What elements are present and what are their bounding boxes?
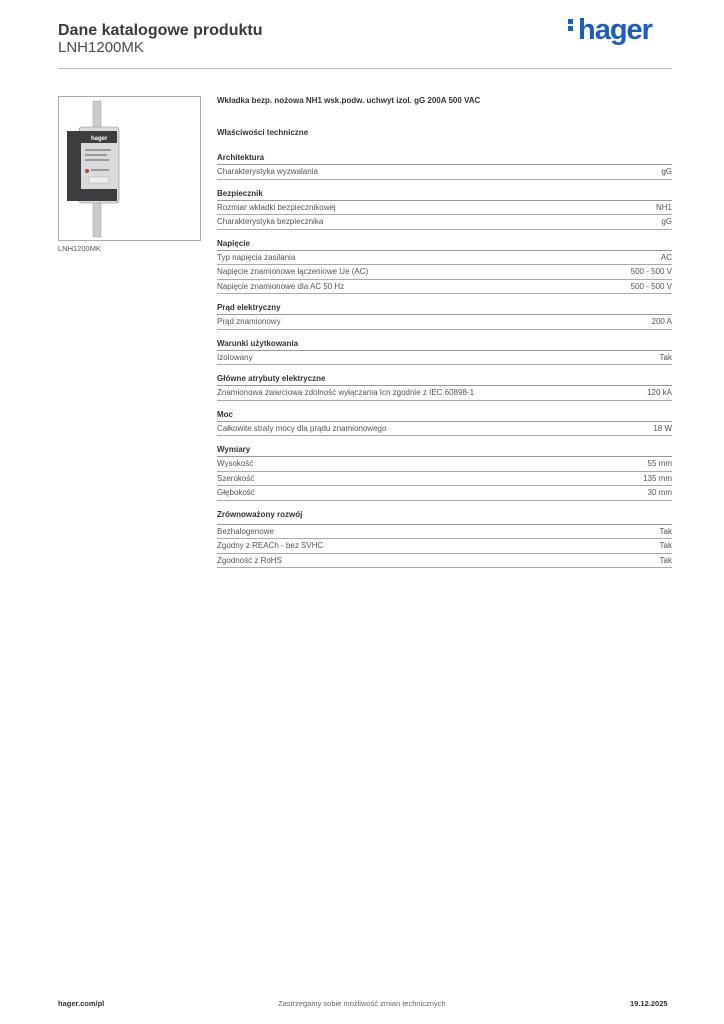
spec-value: 500 - 500 V	[630, 281, 672, 291]
header-divider	[58, 68, 672, 69]
spec-label: Wysokość	[217, 459, 254, 468]
spec-row	[217, 386, 672, 401]
spec-row	[217, 457, 672, 472]
section-rows	[217, 251, 672, 295]
spec-value: 55 mm	[647, 459, 672, 468]
section-rows	[217, 524, 672, 569]
spec-label: Charakterystyka wyzwalania	[217, 167, 318, 176]
product-description: Wkładka bezp. nożowa NH1 wsk.podw. uchwyt izol. gG 200A 500 VAC	[217, 96, 481, 105]
spec-label: Zgodność z RoHS	[217, 555, 282, 565]
spec-row	[217, 472, 672, 487]
spec-row	[217, 315, 672, 330]
spec-value: AC	[660, 252, 672, 262]
logo-text: hager	[578, 14, 652, 46]
section-title: Warunki użytkowania	[217, 338, 672, 351]
spec-section	[217, 338, 672, 366]
section-title: Architektura	[217, 152, 672, 165]
spec-value: Tak	[659, 352, 672, 362]
spec-value: gG	[661, 217, 672, 226]
spec-value: 30 mm	[647, 488, 672, 497]
spec-row	[217, 280, 672, 295]
spec-row	[217, 422, 672, 437]
spec-section	[217, 302, 672, 330]
spec-content	[217, 96, 672, 576]
spec-value: NH1	[655, 202, 672, 212]
section-rows	[217, 351, 672, 366]
spec-section	[217, 152, 672, 180]
image-caption: LNH1200MK	[58, 244, 101, 253]
hager-logo	[568, 14, 652, 47]
section-title: Bezpiecznik	[217, 188, 672, 201]
section-rows	[217, 422, 672, 437]
svg-text:hager: hager	[91, 136, 108, 142]
logo-colon-icon	[568, 17, 575, 33]
spec-label: Rozmiar wkładki bezpiecznikowej	[217, 202, 336, 212]
spec-label: Izolowany	[217, 352, 253, 362]
section-rows	[217, 201, 672, 230]
spec-value: gG	[661, 167, 672, 176]
spec-row	[217, 554, 672, 569]
section-rows	[217, 315, 672, 330]
section-title: Prąd elektryczny	[217, 302, 672, 315]
spec-row	[217, 486, 672, 501]
fuse-illustration-icon	[59, 97, 200, 240]
spec-label: Napięcie znamionowe łączeniowe Ue (AC)	[217, 267, 369, 276]
spec-sections	[217, 152, 672, 568]
spec-section	[217, 409, 672, 437]
spec-row	[217, 539, 672, 554]
section-rows	[217, 386, 672, 401]
spec-label: Prąd znamionowy	[217, 317, 281, 326]
spec-value: Tak	[659, 526, 672, 536]
spec-value: 120 kA	[647, 388, 672, 397]
section-title: Napięcie	[217, 238, 672, 251]
footer-disclaimer: Zastrzegamy sobie możliwość zmian technicznych	[278, 999, 446, 1008]
spec-value: 18 W	[653, 423, 672, 433]
spec-section	[217, 238, 672, 295]
spec-label: Szerokość	[217, 473, 255, 483]
footer-date: 19.12.2025	[630, 999, 668, 1008]
spec-row	[217, 265, 672, 280]
spec-section	[217, 509, 672, 569]
spec-section	[217, 373, 672, 401]
section-title: Wymiary	[217, 444, 672, 457]
spec-label: Całkowite straty mocy dla prądu znamionowego	[217, 423, 387, 433]
section-title: Zrównoważony rozwój	[217, 509, 303, 519]
spec-row	[217, 201, 672, 216]
spec-label: Głębokość	[217, 488, 255, 497]
spec-row	[217, 525, 672, 540]
spec-value: 200 A	[651, 317, 672, 326]
section-title: Główne atrybuty elektryczne	[217, 373, 672, 386]
document-title: Dane katalogowe produktu	[58, 22, 263, 39]
spec-label: Zgodny z REACh - bez SVHC	[217, 541, 324, 550]
product-code: LNH1200MK	[58, 39, 144, 56]
spec-value: Tak	[659, 541, 672, 550]
spec-row	[217, 165, 672, 180]
footer-website[interactable]: hager.com/pl	[58, 999, 105, 1008]
spec-label: Typ napięcia zasilania	[217, 252, 296, 262]
spec-label: Charakterystyka bezpiecznika	[217, 217, 324, 226]
spec-row	[217, 251, 672, 266]
spec-row	[217, 215, 672, 230]
spec-label: Znamionowa zwarciowa zdolność wyłączania Icn zgodnie z IEC 60898-1	[217, 388, 475, 397]
spec-section	[217, 188, 672, 230]
spec-label: Napięcie znamionowe dla AC 50 Hz	[217, 281, 345, 291]
section-title: Moc	[217, 409, 672, 422]
spec-value: 135 mm	[643, 473, 672, 483]
section-rows	[217, 457, 672, 501]
spec-row	[217, 351, 672, 366]
spec-section	[217, 444, 672, 501]
spec-label: Bezhalogenowe	[217, 526, 274, 536]
spec-value: Tak	[659, 555, 672, 565]
technical-properties-heading: Właściwości techniczne	[217, 128, 309, 137]
product-image	[58, 96, 201, 241]
spec-value: 500 - 500 V	[630, 267, 672, 276]
section-rows	[217, 165, 672, 180]
